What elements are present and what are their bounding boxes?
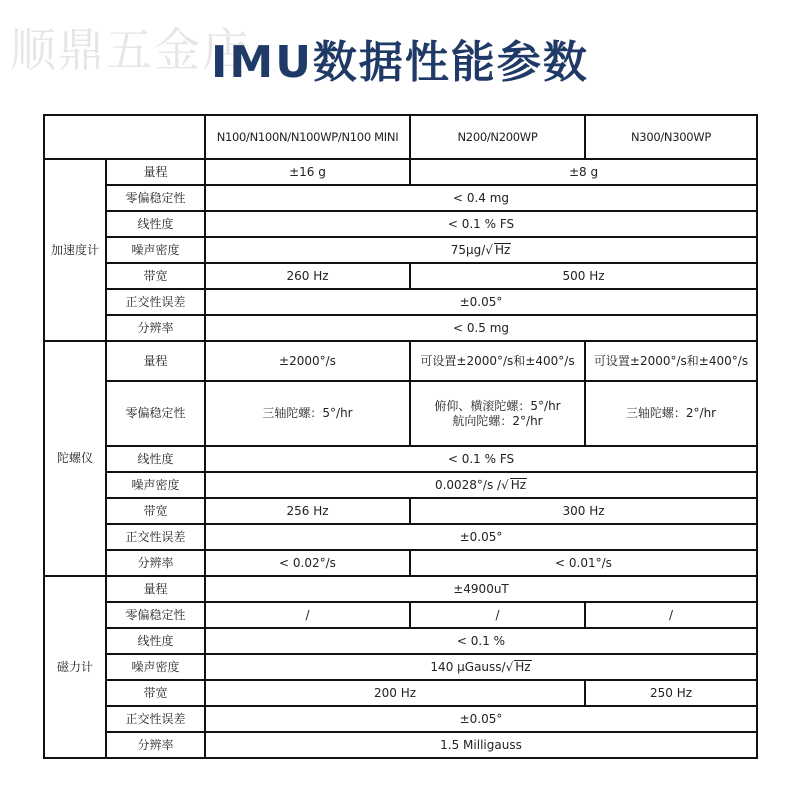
table-row bbox=[44, 211, 757, 237]
value-cell: < 0.02°/s bbox=[205, 550, 410, 576]
table-row bbox=[44, 680, 757, 706]
noise-value-unit: Hz bbox=[510, 477, 527, 492]
value-cell: / bbox=[585, 602, 757, 628]
header-model-n200: N200/N200WP bbox=[410, 115, 585, 159]
table-row bbox=[44, 159, 757, 185]
param-label: 零偏稳定性 bbox=[106, 185, 205, 211]
value-cell: < 0.4 mg bbox=[205, 185, 757, 211]
value-cell: < 0.1 % FS bbox=[205, 211, 757, 237]
value-cell: < 0.01°/s bbox=[410, 550, 757, 576]
value-cell: 可设置±2000°/s和±400°/s bbox=[410, 341, 585, 381]
table-row bbox=[44, 498, 757, 524]
category-gyroscope: 陀螺仪 bbox=[44, 341, 106, 576]
param-label: 噪声密度 bbox=[106, 654, 205, 680]
value-line: 航向陀螺：2°/hr bbox=[452, 413, 543, 428]
param-label: 噪声密度 bbox=[106, 472, 205, 498]
value-cell: ±0.05° bbox=[205, 706, 757, 732]
value-cell: ±2000°/s bbox=[205, 341, 410, 381]
value-cell: < 0.5 mg bbox=[205, 315, 757, 341]
table-row bbox=[44, 732, 757, 758]
param-label: 带宽 bbox=[106, 498, 205, 524]
value-cell: ±8 g bbox=[410, 159, 757, 185]
value-cell bbox=[205, 237, 757, 263]
param-label: 分辨率 bbox=[106, 315, 205, 341]
spec-table bbox=[43, 114, 758, 759]
table-row bbox=[44, 550, 757, 576]
table-row bbox=[44, 185, 757, 211]
param-label: 噪声密度 bbox=[106, 237, 205, 263]
param-label: 量程 bbox=[106, 159, 205, 185]
param-label: 零偏稳定性 bbox=[106, 381, 205, 446]
table-row bbox=[44, 706, 757, 732]
param-label: 正交性误差 bbox=[106, 706, 205, 732]
value-cell: 250 Hz bbox=[585, 680, 757, 706]
param-label: 带宽 bbox=[106, 263, 205, 289]
sqrt-symbol: √ bbox=[485, 242, 493, 257]
value-cell: 260 Hz bbox=[205, 263, 410, 289]
noise-value-unit: Hz bbox=[494, 242, 511, 257]
table-row bbox=[44, 237, 757, 263]
table-row bbox=[44, 576, 757, 602]
table-row bbox=[44, 289, 757, 315]
header-model-n300: N300/N300WP bbox=[585, 115, 757, 159]
noise-value-prefix: 0.0028°/s / bbox=[434, 477, 502, 492]
table-row bbox=[44, 341, 757, 381]
value-cell: 300 Hz bbox=[410, 498, 757, 524]
param-label: 带宽 bbox=[106, 680, 205, 706]
sqrt-symbol: √ bbox=[505, 659, 514, 674]
category-accelerometer: 加速度计 bbox=[44, 159, 106, 341]
header-blank-cell bbox=[44, 115, 205, 159]
value-cell: / bbox=[205, 602, 410, 628]
param-label: 正交性误差 bbox=[106, 289, 205, 315]
value-cell: < 0.1 % bbox=[205, 628, 757, 654]
category-magnetometer: 磁力计 bbox=[44, 576, 106, 758]
value-cell: 1.5 Milligauss bbox=[205, 732, 757, 758]
value-cell: ±0.05° bbox=[205, 289, 757, 315]
sqrt-symbol: √ bbox=[501, 477, 509, 492]
value-cell: 三轴陀螺：5°/hr bbox=[205, 381, 410, 446]
table-row bbox=[44, 263, 757, 289]
value-line: 俯仰、横滚陀螺：5°/hr bbox=[434, 398, 561, 413]
value-cell: 500 Hz bbox=[410, 263, 757, 289]
value-cell bbox=[205, 472, 757, 498]
table-row bbox=[44, 446, 757, 472]
value-cell: 200 Hz bbox=[205, 680, 585, 706]
noise-value-prefix: 140 μGauss/ bbox=[430, 659, 506, 674]
value-cell: < 0.1 % FS bbox=[205, 446, 757, 472]
value-cell: 可设置±2000°/s和±400°/s bbox=[585, 341, 757, 381]
table-row bbox=[44, 628, 757, 654]
table-row bbox=[44, 524, 757, 550]
param-label: 正交性误差 bbox=[106, 524, 205, 550]
value-cell: / bbox=[410, 602, 585, 628]
param-label: 分辨率 bbox=[106, 550, 205, 576]
watermark: 顺鼎五金店 bbox=[10, 23, 250, 77]
page-title: IMU数据性能参数 bbox=[211, 37, 589, 88]
param-label: 零偏稳定性 bbox=[106, 602, 205, 628]
table-row bbox=[44, 315, 757, 341]
value-cell bbox=[205, 654, 757, 680]
table-row bbox=[44, 602, 757, 628]
value-cell: 256 Hz bbox=[205, 498, 410, 524]
value-cell: ±16 g bbox=[205, 159, 410, 185]
value-cell: ±0.05° bbox=[205, 524, 757, 550]
table-row bbox=[44, 381, 757, 446]
param-label: 线性度 bbox=[106, 628, 205, 654]
table-row bbox=[44, 654, 757, 680]
param-label: 量程 bbox=[106, 341, 205, 381]
param-label: 分辨率 bbox=[106, 732, 205, 758]
param-label: 量程 bbox=[106, 576, 205, 602]
value-cell bbox=[410, 381, 585, 446]
table-row bbox=[44, 472, 757, 498]
param-label: 线性度 bbox=[106, 446, 205, 472]
header-row bbox=[44, 115, 757, 159]
value-cell: ±4900uT bbox=[205, 576, 757, 602]
header-model-n100: N100/N100N/N100WP/N100 MINI bbox=[205, 115, 410, 159]
value-cell: 三轴陀螺：2°/hr bbox=[585, 381, 757, 446]
noise-value-unit: Hz bbox=[515, 659, 531, 674]
noise-value-prefix: 75μg/ bbox=[450, 242, 486, 257]
param-label: 线性度 bbox=[106, 211, 205, 237]
